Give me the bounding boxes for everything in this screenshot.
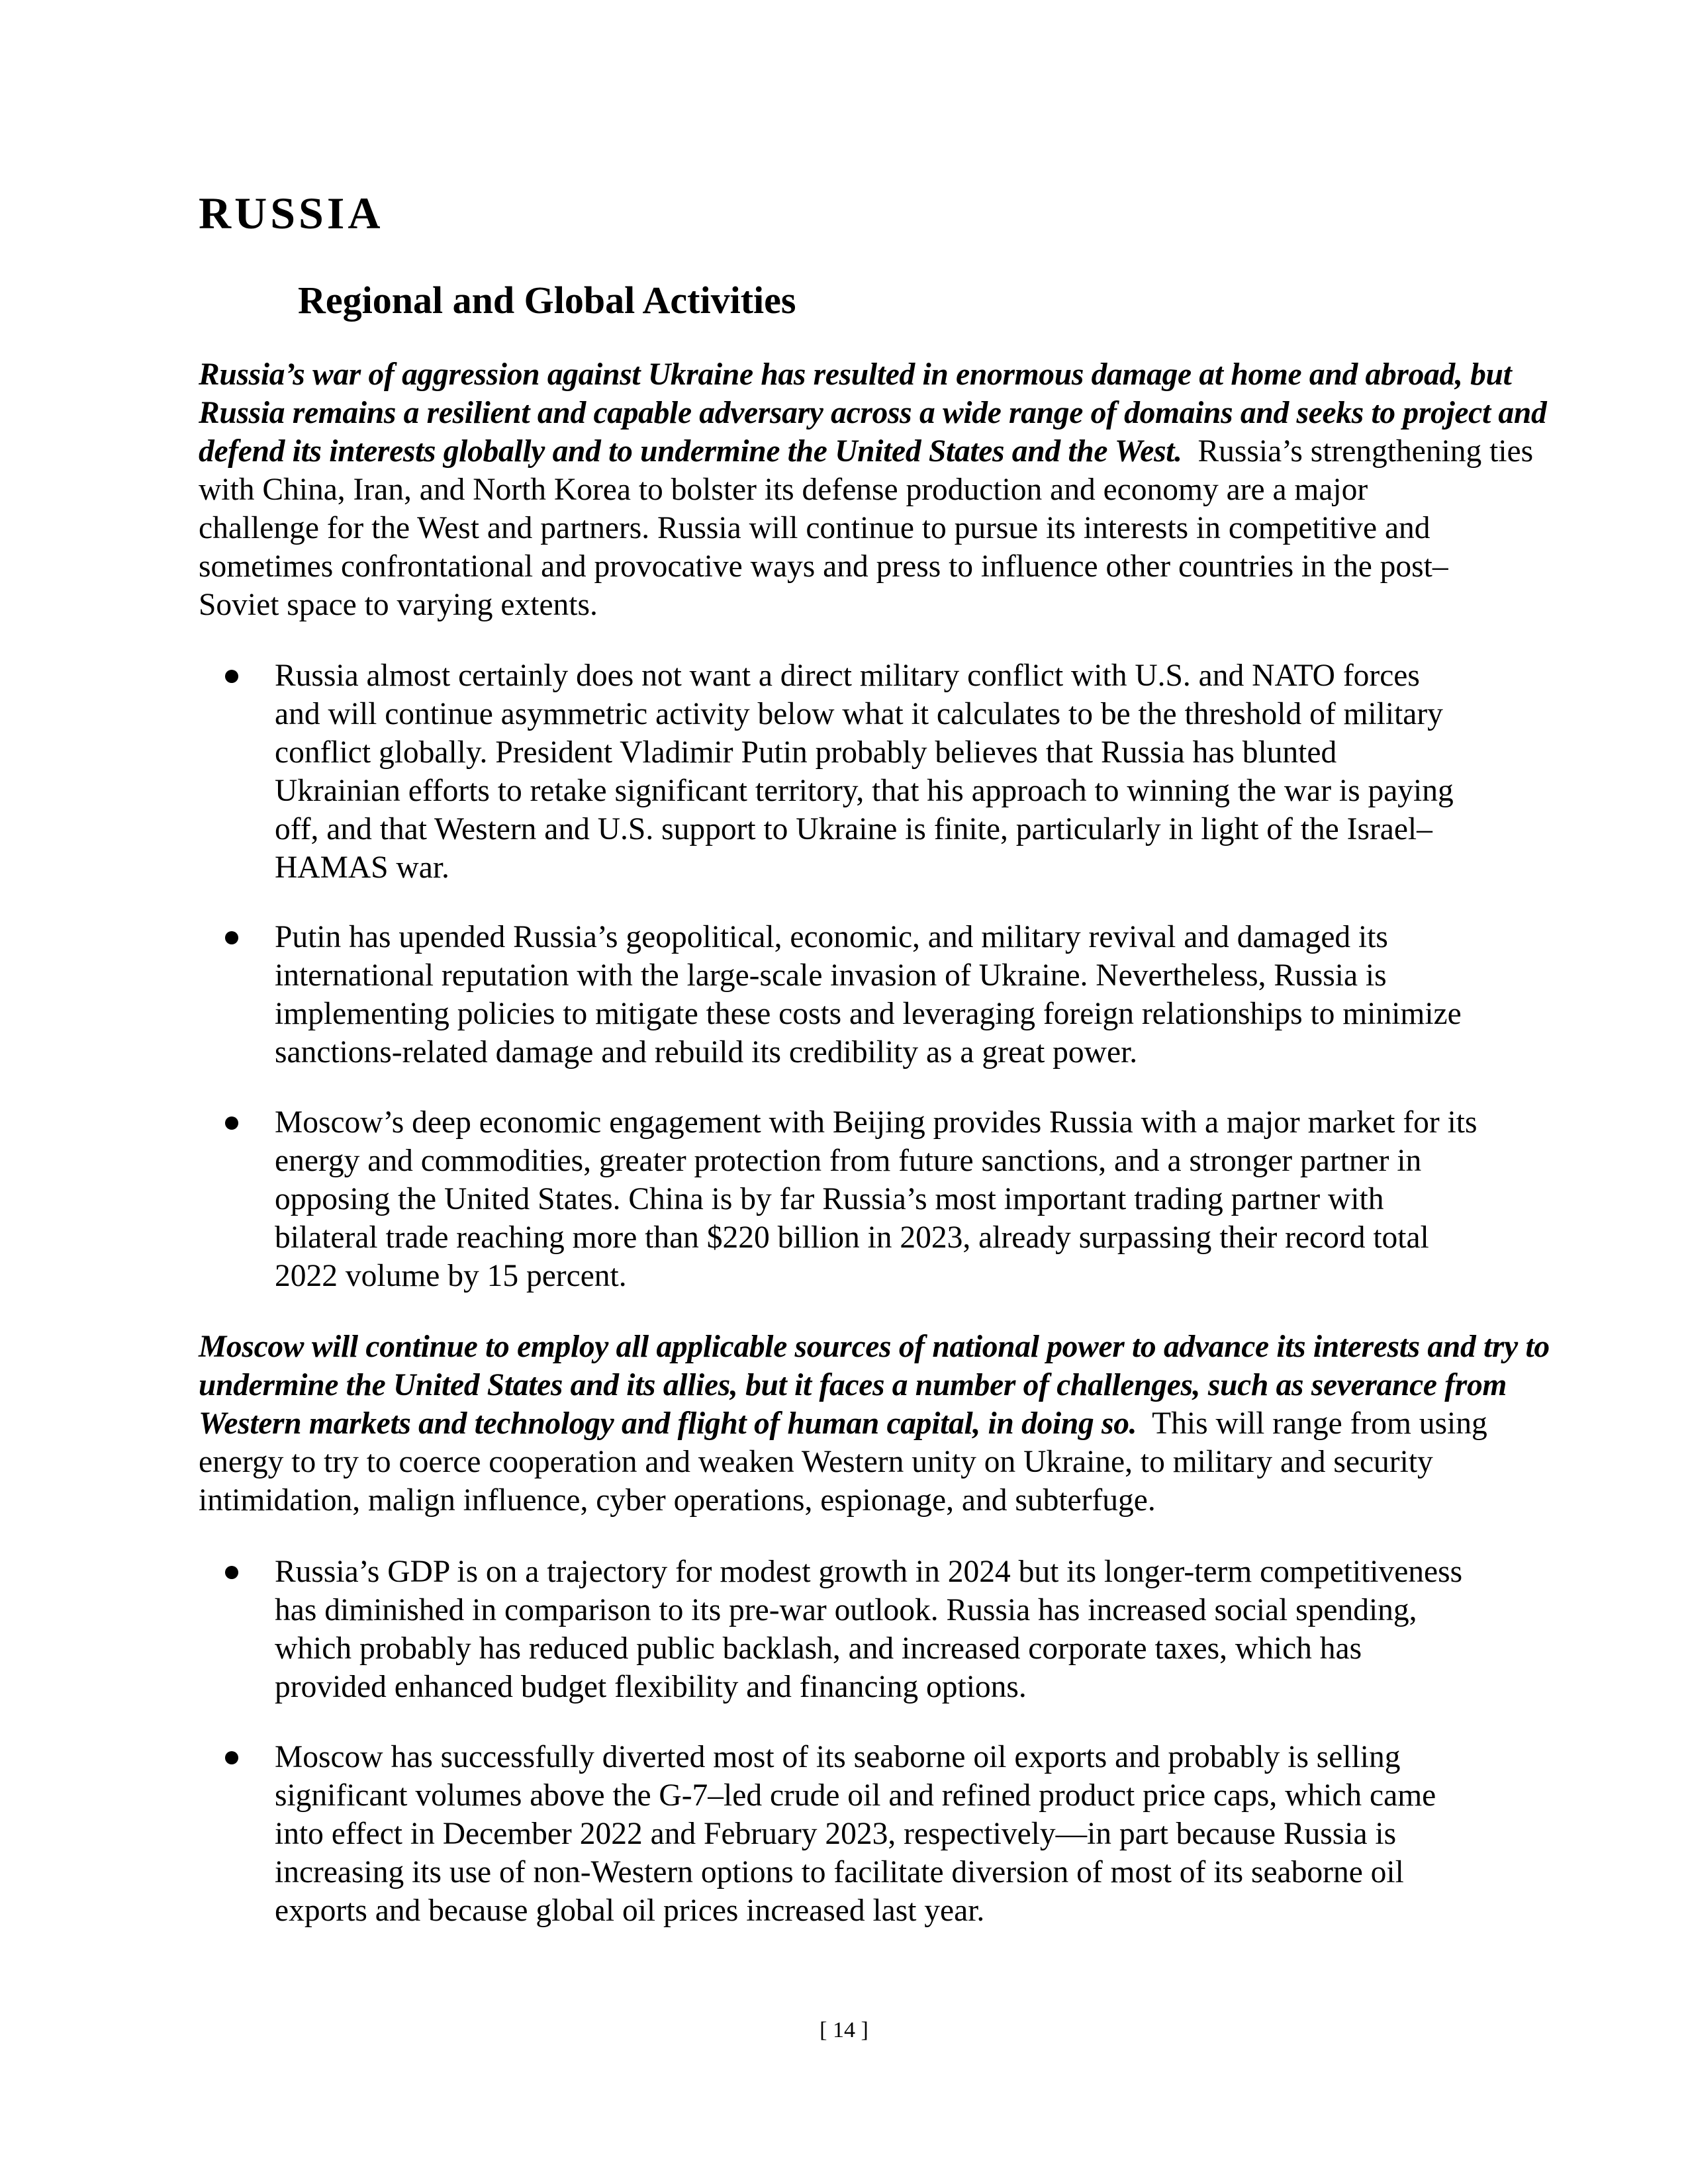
bullet-line: sanctions-related damage and rebuild its credibility as a great power.	[275, 1035, 1138, 1069]
bullet-line: Ukrainian efforts to retake significant territory, that his approach to winning the war is paying	[275, 774, 1454, 808]
body-line: intimidation, malign influence, cyber operations, espionage, and subterfuge.	[199, 1483, 1156, 1518]
page-title: RUSSIA	[199, 188, 384, 238]
bullet-line: implementing policies to mitigate these costs and leveraging foreign relationships to minimize	[275, 997, 1462, 1031]
bullet-line: has diminished in comparison to its pre-war outlook. Russia has increased social spending,	[275, 1593, 1417, 1627]
bullet-text	[275, 1553, 1501, 1706]
bullet-line: into effect in December 2022 and February 2023, respectively—in part because Russia is	[275, 1817, 1397, 1851]
bullet-line: provided enhanced budget flexibility and financing options.	[275, 1670, 1027, 1704]
bullet-item	[223, 918, 1501, 1071]
bullet-item	[223, 1553, 1501, 1706]
bullet-text	[275, 1738, 1501, 1930]
bullet-line: conflict globally. President Vladimir Putin probably believes that Russia has blunted	[275, 735, 1337, 770]
body-line: with China, Iran, and North Korea to bolster its defense production and economy are a major	[199, 473, 1368, 507]
body-line: sometimes confrontational and provocative ways and press to influence other countries in the post–	[199, 549, 1448, 584]
bullet-line: 2022 volume by 15 percent.	[275, 1259, 627, 1293]
bullet-text	[275, 657, 1501, 887]
bullet-text	[275, 918, 1501, 1071]
bullet-line: significant volumes above the G-7–led crude oil and refined product price caps, which came	[275, 1778, 1436, 1813]
bullet-icon	[225, 670, 238, 683]
bullet-text	[275, 1103, 1501, 1295]
section-heading: Regional and Global Activities	[298, 279, 796, 322]
bullet-line: which probably has reduced public backlash, and increased corporate taxes, which has	[275, 1631, 1362, 1666]
bullet-icon	[225, 1566, 238, 1579]
second-paragraph	[199, 1328, 1550, 1520]
lead-sentence-line: Russia remains a resilient and capable adversary across a wide range of domains and seeks to project and	[199, 396, 1547, 430]
bullet-item	[223, 657, 1501, 887]
lead-sentence-end: Western markets and technology and flight of human capital, in doing so.	[199, 1406, 1137, 1441]
intro-paragraph	[199, 355, 1547, 624]
bullet-icon	[225, 931, 238, 944]
mixed-line	[199, 1404, 1499, 1443]
bullet-line: opposing the United States. China is by far Russia’s most important trading partner with	[275, 1182, 1384, 1216]
bullet-line: Moscow’s deep economic engagement with Beijing provides Russia with a major market for its	[275, 1105, 1477, 1140]
body-line: challenge for the West and partners. Russia will continue to pursue its interests in competitive and	[199, 511, 1430, 545]
bullet-item	[223, 1738, 1501, 1930]
page-number: [ 14 ]	[820, 2018, 868, 2042]
bullet-line: and will continue asymmetric activity below what it calculates to be the threshold of military	[275, 697, 1443, 731]
lead-sentence-end: defend its interests globally and to undermine the United States and the West.	[199, 434, 1182, 469]
body-line: Soviet space to varying extents.	[199, 588, 598, 622]
mixed-line	[199, 432, 1534, 471]
lead-sentence-line: Moscow will continue to employ all applicable sources of national power to advance its interests and try to	[199, 1330, 1550, 1364]
body-text: Russia’s strengthening ties	[1182, 434, 1534, 469]
bullet-line: exports and because global oil prices increased last year.	[275, 1893, 985, 1928]
lead-sentence-line: Russia’s war of aggression against Ukraine has resulted in enormous damage at home and abroad, but	[199, 357, 1512, 392]
bullet-line: HAMAS war.	[275, 850, 449, 885]
bullet-line: off, and that Western and U.S. support to Ukraine is finite, particularly in light of the Israel–	[275, 812, 1432, 846]
bullet-item	[223, 1103, 1501, 1295]
bullet-line: Russia almost certainly does not want a direct military conflict with U.S. and NATO forces	[275, 659, 1420, 693]
bullet-line: Putin has upended Russia’s geopolitical, economic, and military revival and damaged its	[275, 920, 1388, 954]
bullet-line: energy and commodities, greater protection from future sanctions, and a stronger partner in	[275, 1144, 1422, 1178]
bullet-line: Moscow has successfully diverted most of its seaborne oil exports and probably is selling	[275, 1740, 1401, 1774]
bullet-line: increasing its use of non-Western options to facilitate diversion of most of its seaborne oil	[275, 1855, 1404, 1889]
bullet-icon	[225, 1751, 238, 1764]
bullet-line: bilateral trade reaching more than $220 billion in 2023, already surpassing their record total	[275, 1220, 1429, 1255]
bullet-line: Russia’s GDP is on a trajectory for modest growth in 2024 but its longer-term competitiveness	[275, 1555, 1463, 1589]
body-text: This will range from using	[1137, 1406, 1487, 1441]
bullet-icon	[225, 1116, 238, 1130]
lead-sentence-line: undermine the United States and its allies, but it faces a number of challenges, such as severance from	[199, 1368, 1507, 1402]
bullet-line: international reputation with the large-scale invasion of Ukraine. Nevertheless, Russia is	[275, 958, 1387, 993]
body-line: energy to try to coerce cooperation and weaken Western unity on Ukraine, to military and security	[199, 1445, 1433, 1479]
